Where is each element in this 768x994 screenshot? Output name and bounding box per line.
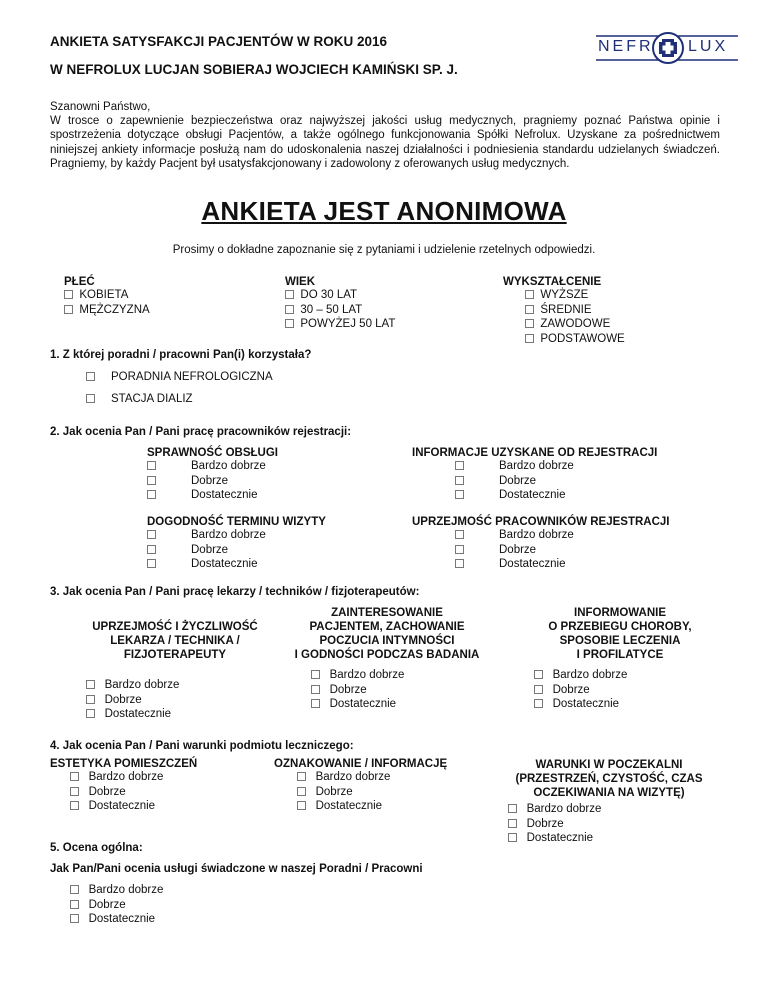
- option-label: Bardzo dobrze: [88, 771, 164, 783]
- option-row[interactable]: [455, 459, 657, 474]
- option-row[interactable]: [455, 474, 657, 489]
- option-label: Bardzo dobrze: [315, 771, 391, 783]
- option-label: MĘŻCZYZNA: [79, 303, 150, 316]
- option-label: Dostatecznie: [499, 489, 566, 501]
- option-row[interactable]: [455, 528, 670, 543]
- q5-options: [70, 883, 163, 927]
- question-4-title: 4. Jak ocenia Pan / Pani warunki podmiotu leczniczego:: [50, 740, 354, 752]
- option-label: Dobrze: [499, 474, 537, 487]
- option-label: Dostatecznie: [526, 832, 594, 844]
- group-label-line: POCZUCIA INTYMNOŚCI: [319, 635, 455, 647]
- option-label: Bardzo dobrze: [191, 529, 266, 541]
- option-label: POWYŻEJ 50 LAT: [300, 318, 396, 330]
- checkbox-icon[interactable]: [297, 772, 306, 781]
- option-row[interactable]: [525, 317, 625, 332]
- intro-body: W trosce o zapewnienie bezpieczeństwa oraz najwyższej jakości usług medycznych, pragniemy poznać Państwa opinie i spostrzeżenia dotyczące obsługi Pacjentów, a także ogólnego funkcjonowania Spółki Nefrolux. Uzyskane za pośrednictwem niniejszej ankiety informacje posłużą nam do udoskonalenia naszej działalności i podniesienia standardu udzielanych świadczeń. Pragniemy, by każdy Pacjent był usatysfakcjonowany i zadowolony z oferowanych usług medycznych.: [50, 115, 720, 170]
- option-row[interactable]: [147, 528, 326, 543]
- option-label: Dostatecznie: [191, 489, 258, 501]
- q2-group-registration-info: [412, 447, 657, 503]
- checkbox-icon[interactable]: [147, 461, 156, 470]
- group-label-line: PACJENTEM, ZACHOWANIE: [309, 621, 465, 633]
- checkbox-icon[interactable]: [525, 305, 534, 314]
- checkbox-icon[interactable]: [297, 801, 306, 810]
- option-label: ZAWODOWE: [540, 318, 611, 330]
- option-row[interactable]: [297, 770, 447, 785]
- option-row[interactable]: [534, 697, 720, 712]
- checkbox-icon[interactable]: [534, 685, 543, 694]
- logo-text-left: NEFR: [598, 38, 654, 55]
- checkbox-icon[interactable]: [64, 290, 73, 299]
- option-label: Dobrze: [191, 543, 229, 556]
- checkbox-icon[interactable]: [285, 290, 294, 299]
- q3-group-courtesy: [60, 606, 290, 722]
- option-row[interactable]: [525, 303, 625, 318]
- group-label-line: I GODNOŚCI PODCZAS BADANIA: [294, 649, 480, 661]
- question-1-title: 1. Z której poradni / pracowni Pan(i) korzystała?: [50, 349, 312, 361]
- group-label-line: I PROFILATYCE: [576, 649, 664, 661]
- option-label: Bardzo dobrze: [104, 679, 180, 691]
- option-label: Dostatecznie: [329, 698, 397, 710]
- option-label: Bardzo dobrze: [499, 460, 574, 472]
- option-row[interactable]: [70, 785, 197, 800]
- checkbox-icon[interactable]: [525, 334, 534, 343]
- q4-group-waiting-room: [494, 758, 724, 846]
- group-label: UPRZEJMOŚĆ PRACOWNIKÓW REJESTRACJI: [412, 516, 670, 528]
- gender-section: [64, 276, 150, 317]
- option-label: Dostatecznie: [88, 913, 156, 925]
- checkbox-icon[interactable]: [297, 787, 306, 796]
- option-row[interactable]: [455, 557, 670, 572]
- option-row[interactable]: [64, 303, 150, 318]
- checkbox-icon[interactable]: [86, 394, 95, 403]
- checkbox-icon[interactable]: [455, 461, 464, 470]
- checkbox-icon[interactable]: [70, 772, 79, 781]
- option-label: Dobrze: [191, 474, 229, 487]
- option-row[interactable]: [86, 707, 290, 722]
- checkbox-icon[interactable]: [147, 530, 156, 539]
- checkbox-icon[interactable]: [147, 559, 156, 568]
- checkbox-icon[interactable]: [455, 559, 464, 568]
- checkbox-icon[interactable]: [311, 670, 320, 679]
- checkbox-icon[interactable]: [86, 680, 95, 689]
- question-3-title: 3. Jak ocenia Pan / Pani pracę lekarzy / techników / fizjoterapeutów:: [50, 586, 420, 598]
- checkbox-icon[interactable]: [455, 545, 464, 554]
- group-label-line: OCZEKIWANIA NA WIZYTĘ): [533, 787, 685, 799]
- group-label-line: FIZJOTERAPEUTY: [123, 649, 227, 661]
- option-row[interactable]: [285, 317, 395, 332]
- option-label: PODSTAWOWE: [540, 332, 625, 345]
- option-label: WYŻSZE: [540, 289, 589, 301]
- checkbox-icon[interactable]: [147, 490, 156, 499]
- option-row[interactable]: [297, 785, 447, 800]
- checkbox-icon[interactable]: [534, 670, 543, 679]
- checkbox-icon[interactable]: [534, 699, 543, 708]
- option-label: STACJA DIALIZ: [110, 393, 193, 405]
- group-label: SPRAWNOŚĆ OBSŁUGI: [147, 447, 278, 459]
- option-label: Dobrze: [526, 817, 564, 830]
- checkbox-icon[interactable]: [147, 545, 156, 554]
- checkbox-icon[interactable]: [311, 699, 320, 708]
- option-row[interactable]: [455, 543, 670, 558]
- checkbox-icon[interactable]: [70, 801, 79, 810]
- option-label: KOBIETA: [79, 289, 129, 301]
- age-section: [285, 276, 395, 332]
- checkbox-icon[interactable]: [508, 804, 517, 813]
- checkbox-icon[interactable]: [86, 372, 95, 381]
- option-row[interactable]: [147, 459, 278, 474]
- option-label: DO 30 LAT: [300, 289, 358, 301]
- option-label: ŚREDNIE: [540, 303, 592, 316]
- checkbox-icon[interactable]: [508, 819, 517, 828]
- q4-group-signage: [274, 758, 447, 814]
- option-label: 30 – 50 LAT: [300, 303, 363, 316]
- q3-group-informing: [520, 606, 720, 712]
- checkbox-icon[interactable]: [525, 290, 534, 299]
- group-label-line: UPRZEJMOŚĆ I ŻYCZLIWOŚĆ: [92, 621, 258, 633]
- checkbox-icon[interactable]: [455, 476, 464, 485]
- option-row[interactable]: [86, 392, 193, 407]
- option-row[interactable]: [525, 332, 625, 347]
- checkbox-icon[interactable]: [455, 490, 464, 499]
- group-label-line: LEKARZA / TECHNIKA /: [110, 635, 240, 647]
- checkbox-icon[interactable]: [64, 305, 73, 314]
- option-row[interactable]: [297, 799, 447, 814]
- group-label-line: O PRZEBIEGU CHOROBY,: [548, 621, 692, 633]
- option-label: Dobrze: [552, 683, 590, 696]
- option-row[interactable]: [86, 693, 290, 708]
- checkbox-icon[interactable]: [70, 787, 79, 796]
- checkbox-icon[interactable]: [147, 476, 156, 485]
- option-row[interactable]: [70, 898, 163, 913]
- q4-group-aesthetics: [50, 758, 197, 814]
- checkbox-icon[interactable]: [86, 709, 95, 718]
- checkbox-icon[interactable]: [70, 914, 79, 923]
- option-row[interactable]: [508, 831, 724, 846]
- group-label-line: (PRZESTRZEŃ, CZYSTOŚĆ, CZAS: [515, 773, 703, 785]
- group-label: DOGODNOŚĆ TERMINU WIZYTY: [147, 516, 326, 528]
- option-row[interactable]: [525, 288, 625, 303]
- instruction-text: Prosimy o dokładne zapoznanie się z pytaniami i udzielenie rzetelnych odpowiedzi.: [172, 244, 596, 256]
- checkbox-icon[interactable]: [285, 305, 294, 314]
- logo-text-right: LUX: [688, 38, 729, 55]
- option-row[interactable]: [534, 668, 720, 683]
- option-row[interactable]: [86, 678, 290, 693]
- option-label: Dostatecznie: [315, 800, 383, 812]
- option-label: Dostatecznie: [104, 708, 172, 720]
- option-row[interactable]: [534, 683, 720, 698]
- option-label: Dobrze: [88, 898, 126, 911]
- checkbox-icon[interactable]: [311, 685, 320, 694]
- option-row[interactable]: [70, 799, 197, 814]
- nefrolux-logo: [592, 28, 742, 68]
- group-label-line: SPOSOBIE LECZENIA: [559, 635, 681, 647]
- question-5-subtitle: Jak Pan/Pani ocenia usługi świadczone w naszej Poradni / Pracowni: [50, 863, 423, 875]
- option-label: Dobrze: [499, 543, 537, 556]
- option-row[interactable]: [455, 488, 657, 503]
- option-row[interactable]: [285, 288, 395, 303]
- option-label: Bardzo dobrze: [552, 669, 628, 681]
- option-label: Bardzo dobrze: [499, 529, 574, 541]
- question-5-title: 5. Ocena ogólna:: [50, 842, 143, 854]
- option-label: Dostatecznie: [552, 698, 620, 710]
- option-row[interactable]: [70, 883, 163, 898]
- option-label: Dostatecznie: [191, 558, 258, 570]
- education-label: WYKSZTAŁCENIE: [503, 276, 602, 288]
- anonymous-heading: ANKIETA JEST ANONIMOWA: [201, 196, 567, 226]
- group-label-line: INFORMOWANIE: [574, 607, 666, 619]
- age-label: WIEK: [285, 276, 316, 288]
- option-label: Dobrze: [315, 785, 353, 798]
- survey-title-line1: ANKIETA SATYSFAKCJI PACJENTÓW W ROKU 2016: [50, 34, 388, 49]
- option-row[interactable]: [508, 817, 724, 832]
- checkbox-icon[interactable]: [70, 885, 79, 894]
- option-row[interactable]: [508, 802, 724, 817]
- option-row[interactable]: [285, 303, 395, 318]
- option-label: Dobrze: [104, 693, 142, 706]
- gender-label: PŁEĆ: [64, 276, 95, 288]
- checkbox-icon[interactable]: [70, 900, 79, 909]
- option-row[interactable]: [147, 488, 278, 503]
- option-row[interactable]: [311, 697, 512, 712]
- option-row[interactable]: [147, 474, 278, 489]
- option-label: Bardzo dobrze: [88, 884, 164, 896]
- option-row[interactable]: [86, 370, 273, 385]
- q2-group-appointment-convenience: [147, 516, 326, 572]
- survey-title-line2: W NEFROLUX LUCJAN SOBIERAJ WOJCIECH KAMIŃSKI SP. J.: [50, 62, 458, 77]
- q2-group-service-efficiency: [147, 447, 278, 503]
- option-label: Bardzo dobrze: [329, 669, 405, 681]
- group-label: ESTETYKA POMIESZCZEŃ: [50, 758, 198, 770]
- option-row[interactable]: [70, 770, 197, 785]
- option-label: Bardzo dobrze: [191, 460, 266, 472]
- group-label: OZNAKOWANIE / INFORMACJĘ: [274, 758, 448, 770]
- checkbox-icon[interactable]: [285, 319, 294, 328]
- group-label-line: ZAINTERESOWANIE: [331, 607, 443, 619]
- option-row[interactable]: [147, 543, 326, 558]
- option-label: Bardzo dobrze: [526, 803, 602, 815]
- group-label-line: WARUNKI W POCZEKALNI: [535, 759, 683, 771]
- group-label: INFORMACJE UZYSKANE OD REJESTRACJI: [412, 447, 658, 459]
- intro-text: [50, 100, 720, 171]
- education-section: [503, 276, 625, 346]
- option-label: PORADNIA NEFROLOGICZNA: [110, 371, 273, 383]
- checkbox-icon[interactable]: [508, 833, 517, 842]
- option-label: Dobrze: [329, 683, 367, 696]
- checkbox-icon[interactable]: [86, 695, 95, 704]
- option-row[interactable]: [70, 912, 163, 927]
- greeting: Szanowni Państwo,: [50, 101, 151, 113]
- q2-group-staff-courtesy: [412, 516, 670, 572]
- q3-group-interest: [262, 606, 512, 712]
- checkbox-icon[interactable]: [455, 530, 464, 539]
- option-label: Dostatecznie: [499, 558, 566, 570]
- option-label: Dobrze: [88, 785, 126, 798]
- option-row[interactable]: [147, 557, 326, 572]
- option-row[interactable]: [64, 288, 150, 303]
- question-2-title: 2. Jak ocenia Pan / Pani pracę pracowników rejestracji:: [50, 426, 352, 438]
- option-row[interactable]: [311, 683, 512, 698]
- option-label: Dostatecznie: [88, 800, 156, 812]
- checkbox-icon[interactable]: [525, 319, 534, 328]
- option-row[interactable]: [311, 668, 512, 683]
